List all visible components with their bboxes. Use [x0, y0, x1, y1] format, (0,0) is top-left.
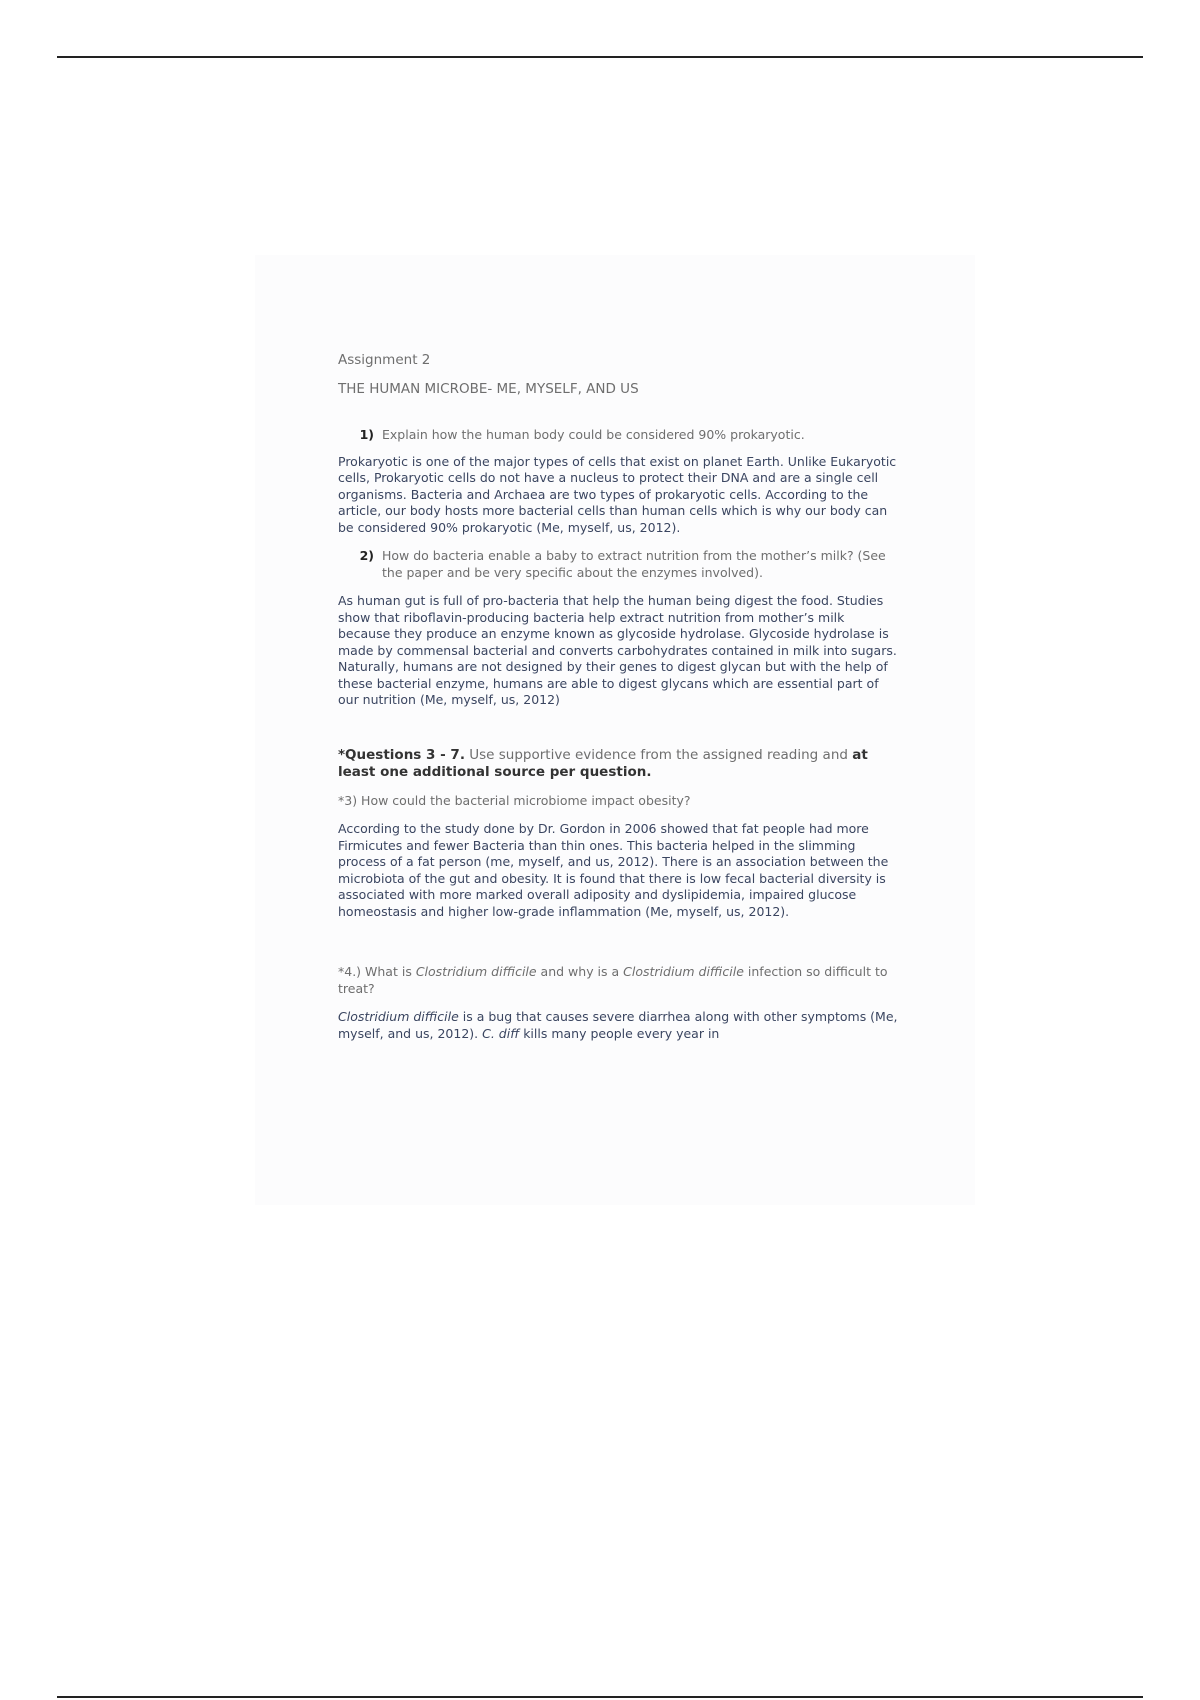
answer-3: According to the study done by Dr. Gordon in 2006 showed that fat people had more Firmicutes and fewer Bacteria than thin ones. This bacteria helped in the slimming process of a fat person (me, myself, and us, 2012). There is an association between the microbiota of the gut and obesity. It is found that there is low fecal bacterial diversity is associated with more marked overall adiposity and dyslipidemia, impaired glucose homeostasis and higher low-grade inflammation (Me, myself, us, 2012).	[338, 821, 889, 919]
a4-part-a: is a bug that causes severe diarrhea along with other symptoms (Me, myself, and us, 2012).	[338, 1009, 898, 1041]
q4-italic-2: Clostridium difficile	[623, 964, 744, 979]
header-rule	[57, 56, 1143, 58]
q4-part-a: *4.) What is	[338, 964, 416, 979]
assignment-label: Assignment 2	[338, 352, 431, 368]
q4-part-b: and why is a	[536, 964, 624, 979]
q4-italic-1: Clostridium difficile	[415, 964, 537, 979]
question-1-text: Explain how the human body could be considered 90% prokaryotic.	[382, 427, 805, 442]
instructions-emphasis: at least one additional source per question.	[338, 746, 868, 780]
a4-italic-2: C. diff	[482, 1025, 520, 1041]
document-content	[338, 352, 898, 1042]
instructions-lead: *Questions 3 - 7.	[338, 746, 465, 763]
document-title: THE HUMAN MICROBE- ME, MYSELF, AND US	[338, 380, 639, 397]
question-3-text: *3) How could the bacterial microbiome impact obesity?	[338, 792, 691, 808]
question-1-number: 1)	[359, 427, 374, 442]
questions-instructions	[338, 747, 898, 781]
question-4-text	[338, 964, 898, 997]
answer-4	[338, 1009, 898, 1042]
instructions-text: Use supportive evidence from the assigned reading and	[464, 746, 853, 763]
question-2-text: How do bacteria enable a baby to extract nutrition from the mother’s milk? (See the paper and be very specific about the enzymes involved).	[382, 548, 886, 580]
question-2	[338, 548, 898, 581]
a4-part-b: kills many people every year in	[519, 1025, 720, 1041]
a4-italic-1: Clostridium difficile	[338, 1009, 459, 1024]
question-1	[338, 427, 898, 444]
answer-1: Prokaryotic is one of the major types of cells that exist on planet Earth. Unlike Eukaryotic cells, Prokaryotic cells do not have a nucleus to protect their DNA and are a single cell organisms. Bacteria and Archaea are two types of prokaryotic cells. According to the article, our body hosts more bacterial cells than human cells which is why our body can be considered 90% prokaryotic (Me, myself, us, 2012).	[338, 453, 897, 535]
answer-2: As human gut is full of pro-bacteria that help the human being digest the food. Studies show that riboflavin-producing bacteria help extract nutrition from mother’s milk because they produce an enzyme known as glycoside hydrolase. Glycoside hydrolase is made by commensal bacterial and converts carbohydrates contained in milk into sugars. Naturally, humans are not designed by their genes to digest glycan but with the help of these bacterial enzyme, humans are able to digest glycans which are essential part of our nutrition (Me, myself, us, 2012)	[338, 593, 897, 707]
footer-rule	[57, 1696, 1143, 1698]
q4-part-c: infection so difficult to treat?	[338, 964, 888, 996]
question-2-number: 2)	[359, 548, 374, 563]
